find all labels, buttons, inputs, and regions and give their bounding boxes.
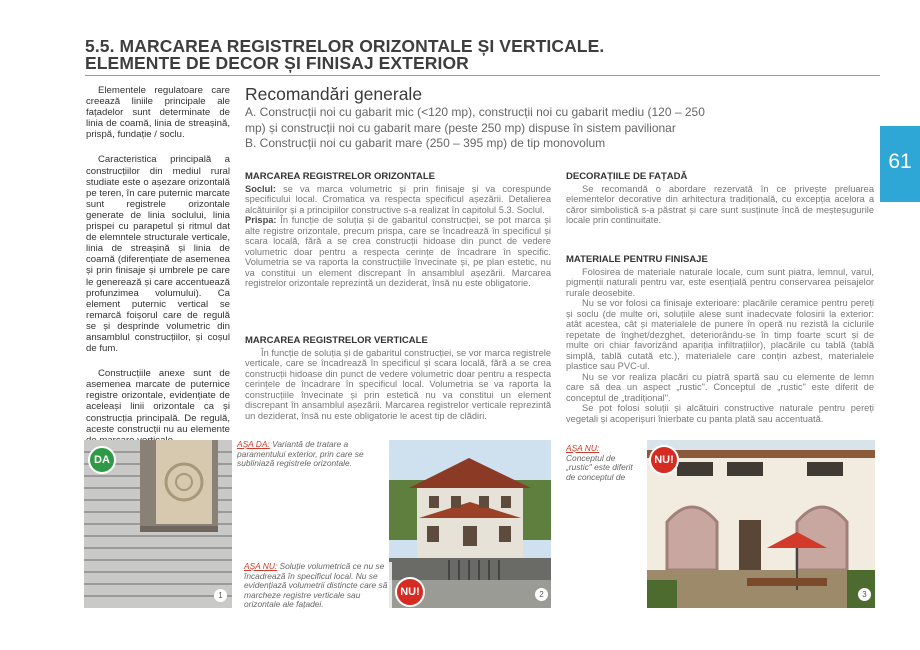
caption-da <box>237 440 385 469</box>
caption-nu-2-text: Conceptul de „rustic" este diferit de conceptul de <box>566 452 633 482</box>
finishes-paragraph-1: Folosirea de materiale naturale locale, cum sunt piatra, lemnul, varul, pigmenții naturali pentru var, este esențială pentru conservarea peisajelor rurale deosebite. <box>566 266 874 298</box>
caption-da-label: AȘA DA: <box>237 439 270 449</box>
finishes-paragraph-4: Se pot folosi soluții și alcătuiri constructive naturale pentru pereți vegetali și acoperișuri înierbate cu panta plată sau accentuată. <box>566 403 874 424</box>
prispa-paragraph <box>245 215 551 289</box>
finishes-heading: MATERIALE PENTRU FINISAJE <box>566 254 708 265</box>
soclu-label: Soclul: <box>245 183 276 194</box>
horizontal-heading: MARCAREA REGISTRELOR ORIZONTALE <box>245 171 435 182</box>
nu-badge-2: NU! <box>649 445 679 475</box>
soclu-text: se va marca volumetric și prin finisaje și va corespunde specificului local. Cromatica va respecta specificul așezării. Detalierea alcătuirilor și a principiilor constructive s-a realizat în capitolul 5.3. Soclul. <box>245 183 551 215</box>
vertical-registers-section <box>245 336 551 421</box>
vertical-paragraph: În funcție de soluția și de gabaritul construcției, se vor marca registrele verticale, care se încadrează în specificul și scara locală, fără a se crea construcții hidoase din punct de vedere volumetric doar pentru a respecta cerințele de încadrare în specificul local. Volumetria se va raporta la construcțiile învecinate și prin estetică nu va constitui un element discrepant în ansamblul așezării. Marcarea registrelor verticale reprezintă un deziderat, însă nu este obligatorie le acest tip de clădiri. <box>245 347 551 421</box>
decor-paragraph: Se recomandă o abordare rezervată în ce privește preluarea elementelor decorative din arhitectura tradițională, cu excepția acelora a căror simbolistică s-a păstrat și care sunt susținute încă de meșteșugurile locale prin continuitate. <box>566 183 874 225</box>
prispa-label: Prispa: <box>245 215 277 225</box>
decor-heading: DECORAȚIILE DE FAȚADĂ <box>566 171 688 182</box>
decor-section <box>566 172 874 226</box>
caption-nu-1-label: AȘA NU: <box>244 561 278 571</box>
caption-nu-2-label: AȘA NU: <box>566 443 600 453</box>
recommendation-a: A. Construcții noi cu gabarit mic (<120 mp), construcții noi cu gabarit mediu (120 – 250 mp) și construcții noi cu gabarit mare (peste 250 mp) dispuse în sistem pavilionar <box>245 105 705 135</box>
left-paragraph-2: Caracteristica principală a construcțiilor din mediul rural studiate este o așezare orizontală pe teren, în care puternic marcate sunt registrele orizontale generate de linia soclului, linia prispei cu parapetul și ritmul dat de elemntele structurale verticale, linia de streașină și linia de coamă (diferențiate de asemenea și prin finisaje și umbrele pe care le generează și care accentuează profunzimea volumului). Ca element puternic vertical se remarcă foișorul care de regulă se și desprinde volumetric din ansamblul construcțiilor, și coșul de fum. <box>86 154 230 355</box>
caption-nu-1 <box>244 562 392 610</box>
title-line-2: ELEMENTE DE DECOR ȘI FINISAJ EXTERIOR <box>85 53 469 73</box>
photo-number-3: 3 <box>858 588 871 601</box>
finishes-paragraph-3: Nu se vor realiza placări cu piatră spartă sau cu elemente de lemn care să dea un aspect „rustic". Conceptul de „rustic" este diferit de conceptul de „tradițional". <box>566 371 874 403</box>
page-number: 61 <box>888 150 912 173</box>
photo-3-cafe <box>647 440 875 608</box>
title-line-1: 5.5. MARCAREA REGISTRELOR ORIZONTALE ȘI VERTICALE. <box>85 36 605 56</box>
caption-da-text: Variantă de tratare a paramentului exterior, prin care se subliniază registrele orizontale. <box>237 439 364 469</box>
vertical-heading: MARCAREA REGISTRELOR VERTICALE <box>245 335 428 346</box>
horizontal-registers-section <box>245 172 551 289</box>
photo-number-1: 1 <box>214 589 227 602</box>
finishes-paragraph-2: Nu se vor folosi ca finisaje exterioare: placările ceramice pentru pereți și soclu (de multe ori, soluțiile alese sunt inadecvate folosirii la exterior: atât acestea, cât și materialele de punere în operă nu rezistă la ciclurile repetate de înghet/dezghet, deteriorându-se în timp foarte scurt și de multe ori chiar favorizând apariția infiltrațiilor), placările cu tablă (tablă simplă, tablă cutată etc.), materialele care conțin azbest, materialele plastice sau PVC-ul. <box>566 298 874 371</box>
caption-nu-2 <box>566 444 638 482</box>
photo-number-2: 2 <box>535 588 548 601</box>
recommendations-heading: Recomandări generale <box>245 84 423 104</box>
soclu-paragraph <box>245 184 551 216</box>
title-divider <box>85 75 880 76</box>
left-paragraph-1: Elementele regulatoare care creează liniile principale ale fațadelor sunt determinate de linia de coamă, linia de streașină, prispă, fundație / soclu. <box>86 85 230 141</box>
left-paragraph-3: Construcțiile anexe sunt de asemenea marcate de puternice registre orizontale, evidențiate de aceleași linii orizontale ca și construcția principală. De regulă, aceste construcții nu au elemente <box>86 368 230 435</box>
cafe-image <box>647 440 875 608</box>
caption-nu-1-text: Soluție volumetrică ce nu se încadrează în specificul local. Nu se evidențiază volumetrii distincte care să marcheze registre verticale sau orizontale ale fațadei. <box>244 561 388 610</box>
finishes-section <box>566 255 874 424</box>
da-badge: DA <box>88 446 116 474</box>
nu-badge-1: NU! <box>395 577 425 607</box>
prispa-text: În funcție de soluția și de gabaritul construcției, se pot marca și alte registre orizontale, precum prispa, care se încadrează în specificul și scara locală, fără a se crea construcții hidoase din punct de vedere volumetric doar pentru a respecta cerințe de încadrare în specific. Volumetria se va raporta la construcțiile învecinate și, pe plan estetic, nu va constitui un element discrepant în ansamblul așezării. Marcarea registrelor orizontale reprezintă un deziderat, însă nu este obligatorie. <box>245 215 551 288</box>
recommendation-b: B. Construcții noi cu gabarit mare (250 – 395 mp) de tip monovolum <box>245 136 606 150</box>
page-title <box>85 38 745 72</box>
left-column <box>86 85 230 460</box>
